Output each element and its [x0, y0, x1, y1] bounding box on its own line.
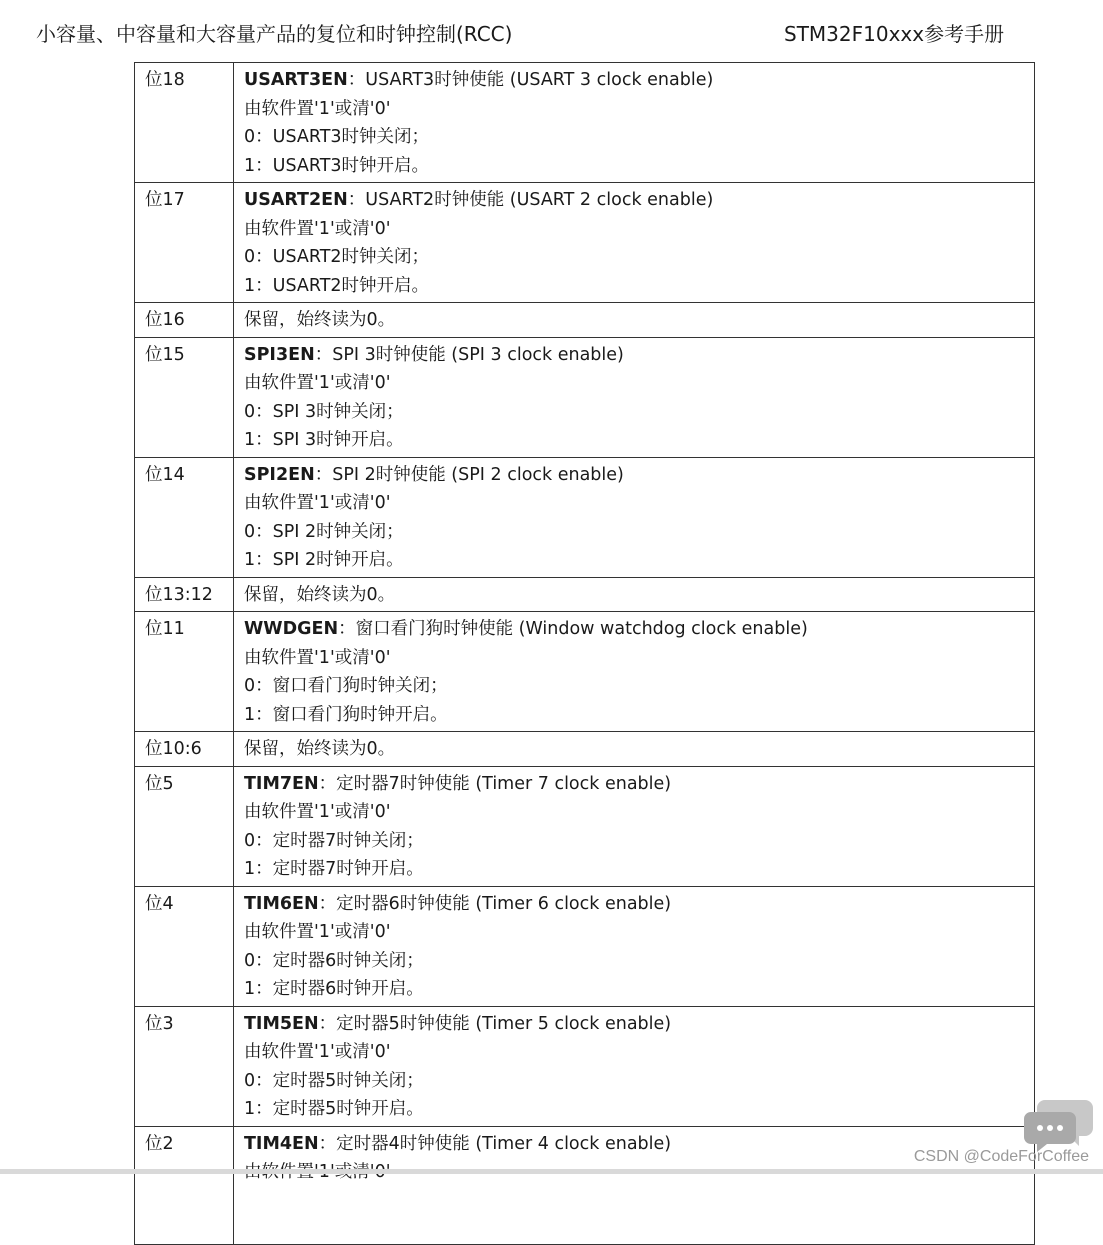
table-row — [135, 337, 1035, 457]
field-line: 0：SPI 3时钟关闭； — [244, 401, 404, 422]
table-row — [135, 1006, 1035, 1126]
field-title — [244, 341, 1024, 370]
field-line: 1：SPI 2时钟开启。 — [244, 550, 404, 570]
field-line: 由软件置'1'或清'0' — [244, 373, 391, 393]
field-line: 0：SPI 2时钟关闭； — [244, 521, 404, 542]
field-line: 0：定时器6时钟关闭； — [244, 950, 424, 971]
table-row — [135, 457, 1035, 577]
field-line: 1：USART2时钟开启。 — [244, 275, 430, 296]
field-name: TIM4EN — [244, 1133, 319, 1154]
field-title-text: ：USART2时钟使能 (USART 2 clock enable) — [347, 190, 714, 210]
field-name: USART3EN — [244, 70, 348, 90]
description-cell: 保留，始终读为0。 — [234, 303, 1035, 338]
table-row — [135, 1126, 1035, 1244]
field-line: 0：定时器5时钟关闭； — [244, 1070, 424, 1091]
page-title: 小容量、中容量和大容量产品的复位和时钟控制(RCC) — [36, 22, 513, 46]
field-line: 由软件置'1'或清'0' — [244, 647, 391, 668]
description-cell: 保留，始终读为0。 — [234, 732, 1035, 767]
field-title — [244, 461, 1024, 490]
field-line: 由软件置'1'或清'0' — [244, 98, 391, 119]
field-name: TIM6EN — [244, 893, 319, 914]
bit-cell: 位16 — [135, 303, 234, 338]
table-row — [135, 612, 1035, 732]
bit-cell: 位11 — [135, 612, 234, 732]
field-title-text: ：窗口看门狗时钟使能 (Window watchdog clock enable) — [338, 619, 808, 639]
field-title — [244, 770, 1024, 799]
field-name: WWDGEN — [244, 619, 339, 639]
table-row — [135, 577, 1035, 612]
field-title-text: ：定时器4时钟使能 (Timer 4 clock enable) — [318, 1133, 672, 1154]
description-cell — [234, 183, 1035, 303]
field-line: 由软件置'1'或清'0' — [244, 922, 391, 942]
chat-bubble-icon[interactable] — [1023, 1094, 1095, 1152]
field-name: SPI3EN — [244, 344, 315, 365]
watermark: CSDN @CodeForCoffee — [913, 1148, 1089, 1165]
field-name: TIM5EN — [244, 1013, 319, 1034]
description-cell — [234, 337, 1035, 457]
bit-cell: 位14 — [135, 457, 234, 577]
field-title-text: ：定时器5时钟使能 (Timer 5 clock enable) — [318, 1013, 672, 1034]
field-line: 0：USART2时钟关闭； — [244, 247, 430, 267]
description-cell — [234, 1006, 1035, 1126]
register-bit-table — [134, 62, 1035, 1245]
description-cell — [234, 612, 1035, 732]
field-line: 1：窗口看门狗时钟开启。 — [244, 704, 448, 725]
bit-cell: 位10:6 — [135, 732, 234, 767]
description-cell — [234, 1126, 1035, 1244]
description-cell — [234, 457, 1035, 577]
field-name: USART2EN — [244, 190, 348, 210]
field-title-text: ：定时器6时钟使能 (Timer 6 clock enable) — [318, 893, 672, 914]
field-line: 1：定时器5时钟开启。 — [244, 1099, 424, 1119]
field-title-text: ：定时器7时钟使能 (Timer 7 clock enable) — [318, 773, 672, 794]
bit-cell: 位4 — [135, 886, 234, 1006]
bit-cell: 位2 — [135, 1126, 234, 1244]
field-line: 1：定时器7时钟开启。 — [244, 859, 424, 879]
field-title-text: ：SPI 2时钟使能 (SPI 2 clock enable) — [314, 464, 624, 485]
field-line: 由软件置'1'或清'0' — [244, 802, 391, 822]
description-cell: 保留，始终读为0。 — [234, 577, 1035, 612]
table-row — [135, 63, 1035, 183]
field-title-text: ：SPI 3时钟使能 (SPI 3 clock enable) — [314, 344, 624, 365]
description-cell — [234, 766, 1035, 886]
field-name: TIM7EN — [244, 773, 319, 794]
footer-bar — [0, 1169, 1103, 1174]
field-line: 由软件置'1'或清'0' — [244, 1042, 391, 1062]
bit-cell: 位13:12 — [135, 577, 234, 612]
field-title — [244, 186, 1024, 215]
table-row — [135, 886, 1035, 1006]
field-line: 由软件置'1'或清'0' — [244, 218, 391, 239]
field-line: 0：定时器7时钟关闭； — [244, 830, 424, 851]
field-title — [244, 615, 1024, 644]
description-cell — [234, 886, 1035, 1006]
field-line: 0：USART3时钟关闭； — [244, 127, 430, 147]
field-line: 0：窗口看门狗时钟关闭； — [244, 676, 448, 696]
field-line: 1：SPI 3时钟开启。 — [244, 430, 404, 450]
table-row — [135, 303, 1035, 338]
bit-cell: 位17 — [135, 183, 234, 303]
field-title — [244, 1130, 1024, 1159]
field-title — [244, 1010, 1024, 1039]
bit-cell: 位3 — [135, 1006, 234, 1126]
field-title — [244, 890, 1024, 919]
table-row — [135, 183, 1035, 303]
field-title — [244, 66, 1024, 95]
document-name: STM32F10xxx参考手册 — [784, 22, 1005, 46]
bit-cell: 位18 — [135, 63, 234, 183]
bit-cell: 位5 — [135, 766, 234, 886]
field-title-text: ：USART3时钟使能 (USART 3 clock enable) — [347, 70, 714, 90]
table-row — [135, 732, 1035, 767]
bit-cell: 位15 — [135, 337, 234, 457]
field-line: 1：USART3时钟开启。 — [244, 155, 430, 176]
field-line: 1：定时器6时钟开启。 — [244, 979, 424, 999]
description-cell — [234, 63, 1035, 183]
table-row — [135, 766, 1035, 886]
page-header — [36, 18, 1013, 50]
field-name: SPI2EN — [244, 464, 315, 485]
field-line: 由软件置'1'或清'0' — [244, 493, 391, 513]
